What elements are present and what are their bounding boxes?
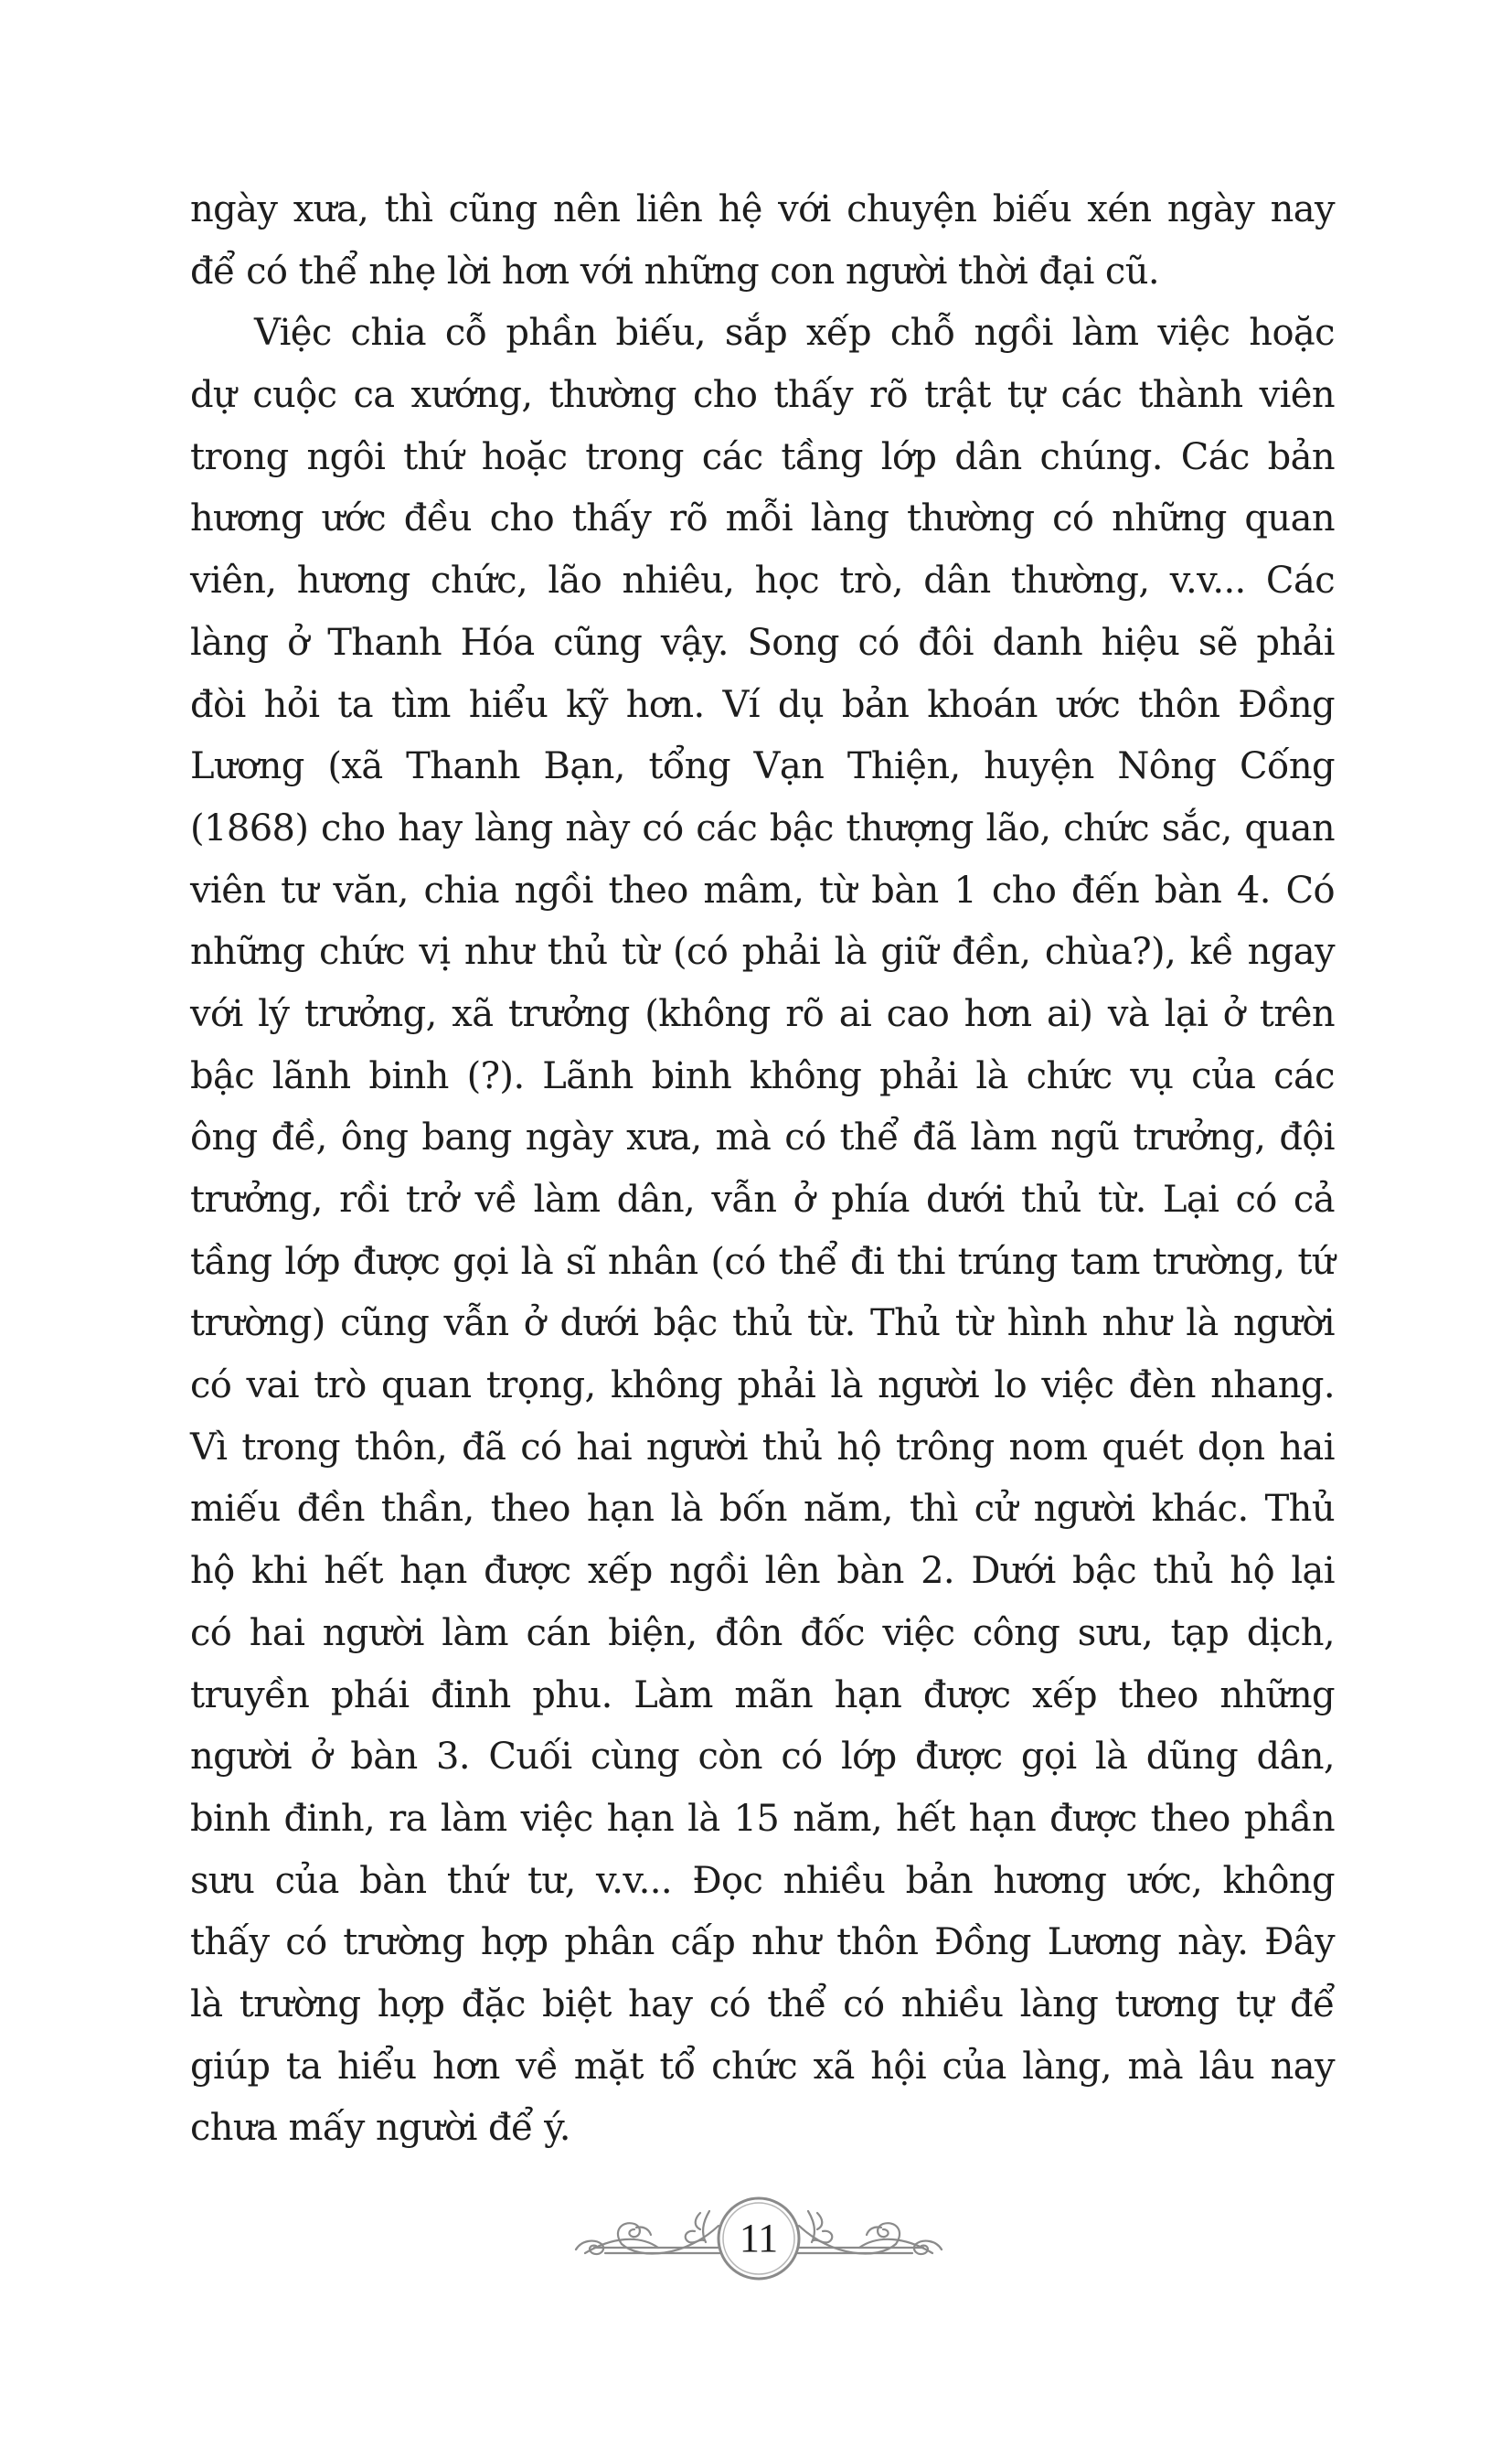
text-line: (1868) cho hay làng này có các bậc thượng lão, chức sắc, quan	[190, 807, 1335, 850]
text-line: làng ở Thanh Hóa cũng vậy. Song có đôi danh hiệu sẽ phải	[190, 621, 1335, 664]
page-number: 11	[739, 2216, 779, 2260]
text-line: binh đinh, ra làm việc hạn là 15 năm, hết hạn được theo phần	[190, 1797, 1335, 1840]
text-line: trưởng, rồi trở về làm dân, vẫn ở phía dưới thủ từ. Lại có cả	[190, 1179, 1335, 1221]
text-line: Việc chia cỗ phần biếu, sắp xếp chỗ ngồi làm việc hoặc	[254, 312, 1335, 355]
text-line: chưa mấy người để ý.	[190, 2107, 570, 2150]
text-line: hương ước đều cho thấy rõ mỗi làng thường có những quan	[190, 497, 1335, 540]
body-text	[190, 179, 1335, 2160]
text-line: truyền phái đinh phu. Làm mãn hạn được xếp theo những	[190, 1673, 1335, 1716]
text-line: viên, hương chức, lão nhiêu, học trò, dân thường, v.v... Các	[190, 560, 1335, 603]
text-line: viên tư văn, chia ngồi theo mâm, từ bàn 1 cho đến bàn 4. Có	[190, 869, 1335, 912]
text-line: có vai trò quan trọng, không phải là người lo việc đèn nhang.	[190, 1364, 1335, 1407]
text-line: tầng lớp được gọi là sĩ nhân (có thể đi thi trúng tam trường, tứ	[190, 1240, 1335, 1283]
text-line: trường) cũng vẫn ở dưới bậc thủ từ. Thủ từ hình như là người	[190, 1302, 1335, 1345]
text-line: để có thể nhẹ lời hơn với những con người thời đại cũ.	[190, 250, 1160, 293]
text-line: bậc lãnh binh (?). Lãnh binh không phải là chức vụ của các	[190, 1054, 1335, 1097]
page-footer	[548, 2193, 969, 2284]
text-line: thấy có trường hợp phân cấp như thôn Đồng Lương này. Đây	[190, 1921, 1335, 1964]
text-line: giúp ta hiểu hơn về mặt tổ chức xã hội của làng, mà lâu nay	[190, 2045, 1335, 2088]
text-line: Lương (xã Thanh Bạn, tổng Vạn Thiện, huyện Nông Cống	[190, 745, 1335, 788]
text-line: người ở bàn 3. Cuối cùng còn có lớp được gọi là dũng dân,	[190, 1736, 1335, 1779]
text-line: ông đề, ông bang ngày xưa, mà có thể đã làm ngũ trưởng, đội	[190, 1117, 1335, 1159]
text-line: hộ khi hết hạn được xếp ngồi lên bàn 2. Dưới bậc thủ hộ lại	[190, 1550, 1335, 1593]
text-line: ngày xưa, thì cũng nên liên hệ với chuyện biếu xén ngày nay	[190, 188, 1335, 230]
text-line: có hai người làm cán biện, đôn đốc việc công sưu, tạp dịch,	[190, 1611, 1335, 1654]
text-line: dự cuộc ca xướng, thường cho thấy rõ trật tự các thành viên	[190, 374, 1335, 417]
text-line: đòi hỏi ta tìm hiểu kỹ hơn. Ví dụ bản khoán ước thôn Đồng	[190, 683, 1335, 726]
text-line: những chức vị như thủ từ (có phải là giữ đền, chùa?), kề ngay	[190, 931, 1335, 974]
text-line: Vì trong thôn, đã có hai người thủ hộ trông nom quét dọn hai	[190, 1426, 1335, 1469]
text-line: với lý trưởng, xã trưởng (không rõ ai cao hơn ai) và lại ở trên	[190, 992, 1335, 1035]
text-line: là trường hợp đặc biệt hay có thể có nhiều làng tương tự để	[190, 1982, 1335, 2025]
text-line: trong ngôi thứ hoặc trong các tầng lớp dân chúng. Các bản	[190, 435, 1335, 478]
text-line: miếu đền thần, theo hạn là bốn năm, thì cử người khác. Thủ	[190, 1488, 1335, 1531]
text-line: sưu của bàn thứ tư, v.v... Đọc nhiều bản hương ước, không	[190, 1859, 1335, 1902]
